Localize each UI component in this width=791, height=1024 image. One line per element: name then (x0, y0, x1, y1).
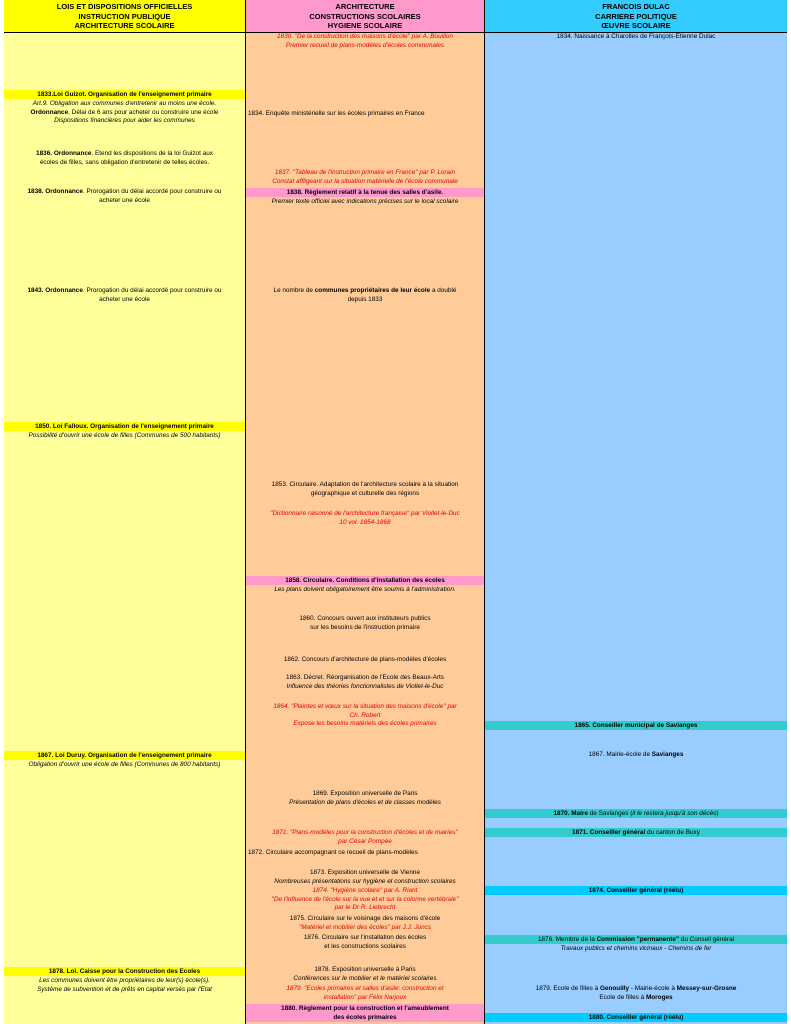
event-1843-ordonnance: 1843. Ordonnance. Prorogation du délai accordé pour construire ou acheter une école (27, 287, 222, 303)
event-1875-circulaire: 1875. Circulaire sur le voisinage des maisons d'école "Matériel et mobilier des écoles" par J.J. Juncs (289, 915, 441, 931)
event-1838-salles-asile-details: Premier texte officiel avec indications précises sur le local scolaire (271, 198, 459, 205)
event-1879-narjoux: 1879. "Ecoles primaires et salles d'asile: construction et installation" par Félix Narjoux (286, 985, 444, 1001)
event-loi-duruy: 1867. Loi Duruy. Organisation de l'enseignement primaire (4, 751, 245, 760)
event-1878-exposition: 1878. Exposition universelle à Paris Conférences sur le mobilier et le matériel scolaires (293, 966, 437, 982)
event-caisse-construction-details: Les communes doivent être propriétaires de leur(s) école(s). Système de subvention et de prêts en capital versés par l'Etat (37, 977, 212, 993)
event-1876-circulaire: 1876. Circulaire sur l'installation des écoles et les constructions scolaires (303, 934, 427, 950)
event-1876-commission: 1876. Membre de la Commission "permanente" du Conseil général (485, 935, 787, 944)
event-loi-duruy-details: Obligation d'ouvrir une école de filles (Communes de 800 habitants) (28, 761, 221, 768)
event-1864-robert: 1864. "Plaintes et vœux sur la situation des maisons d'école" par Ch. Robert Expose les besoins matériels des écoles primaires (273, 703, 457, 727)
event-1871-pompee: 1871. "Plans-modèles pour la construction d'écoles et de mairies" par César Pompée (272, 829, 458, 845)
event-1836-ordonnance: 1836. Ordonnance. Etend les dispositions de la loi Guizot aux écoles de filles, sans obligation d'entretenir de telles écoles. (36, 150, 213, 166)
header-architecture: ARCHITECTURE CONSTRUCTIONS SCOLAIRES HYGIENE SCOLAIRE (246, 0, 484, 33)
event-1880-conseiller-general: 1880. Conseiller général (réélu) (485, 1013, 787, 1022)
event-1871-conseiller-general: 1871. Conseiller général du canton de Buxy (485, 828, 787, 837)
event-1865-conseiller-municipal: 1865. Conseiller municipal de Savianges (485, 721, 787, 730)
event-loi-guizot-details: Art.9. Obligation aux communes d'entretenir au moins une école. Ordonnance. Délai de 6 ans pour acheter ou construire une école Dispositions financières pour aider les communes (30, 100, 219, 124)
header-dulac: FRANCOIS DULAC CARRIERE POLITIQUE ŒUVRE SCOLAIRE (485, 0, 787, 33)
event-1872-circulaire: 1872. Circulaire accompagnant ce recueil de plans-modèles (248, 849, 418, 856)
event-1876-commission-details: Travaux publics et chemins vicinaux - Chemins de fer (560, 945, 712, 952)
event-1869-exposition: 1869. Exposition universelle de Paris Présentation de plans d'écoles et de classes modèles (289, 790, 441, 806)
event-1834-naissance: 1834. Naissance à Charolles de François-Etienne Dulac (556, 33, 716, 40)
event-communes-proprietaires: Le nombre de communes propriétaires de leur école a doublé depuis 1833 (273, 287, 457, 303)
event-1834-enquete: 1834. Enquête ministérielle sur les écoles primaires en France (248, 110, 425, 117)
column-dulac (485, 0, 787, 1024)
event-1879-ecoles: 1879. Ecole de filles à Genouilly - Mairie-école à Messey-sur-Grosne Ecole de filles à Moroges (535, 985, 737, 1001)
event-1880-reglement: 1880. Règlement pour la construction et l'ameublement des écoles primaires (246, 1004, 484, 1022)
event-1874-hygiene: 1874. "Hygiène scolaire" par A. Riant "De l'influence de l'école sur la vue et et sur la colonne vertébrale" par le Dr R. Liebrecht (271, 887, 459, 911)
event-1858-circulaire-details: Les plans doivent obligatoirement être soumis à l'administration. (274, 586, 456, 593)
event-1862-concours: 1862. Concours d'architecture de plans-modèles d'écoles (283, 656, 447, 663)
event-1863-decret: 1863. Décret. Réorganisation de l'Ecole des Beaux-Arts Influence des théories fonctionnalistes de Viollet-le-Duc (286, 674, 444, 690)
event-1853-circulaire: 1853. Circulaire. Adaptation de l'architecture scolaire à la situation géographique et culturelle des régions (271, 481, 459, 497)
event-1858-circulaire: 1858. Circulaire. Conditions d'installation des écoles (246, 576, 484, 585)
event-caisse-construction: 1878. Loi. Caisse pour la Construction des Ecoles (4, 967, 245, 976)
event-1860-concours: 1860. Concours ouvert aux instituteurs publics sur les besoins de l'instruction primaire (299, 615, 431, 631)
event-1870-maire: 1870. Maire de Savianges (il le restera jusqu'à son décès) (485, 809, 787, 818)
event-1837-lorain: 1837. "Tableau de l'instruction primaire en France" par P. Lorain Constat affligeant sur la situation matérielle de l'école communale (272, 169, 458, 185)
column-separator (484, 0, 485, 1024)
event-1838-ordonnance: 1838. Ordonnance. Prorogation du délai accordé pour construire ou acheter une école (27, 188, 222, 204)
event-loi-falloux: 1850. Loi Falloux. Organisation de l'enseignement primaire (4, 422, 245, 431)
event-1873-vienne: 1873. Exposition universelle de Vienne Nombreuses présentations sur hygiène et construction scolaires (274, 869, 456, 885)
event-1874-conseiller-general: 1874. Conseiller général (réélu) (485, 886, 787, 895)
event-1830-bouillon: 1830. "De la construction des maisons d'école" par A. Bouillon Premier recueil de plans-modèles d'écoles communales (276, 33, 454, 49)
event-loi-falloux-details: Possibilité d'ouvrir une école de filles (Communes de 500 habitants) (28, 432, 221, 439)
header-laws: LOIS ET DISPOSITIONS OFFICIELLES INSTRUCTION PUBLIQUE ARCHITECTURE SCOLAIRE (4, 0, 245, 33)
event-loi-guizot: 1833.Loi Guizot. Organisation de l'enseignement primaire (4, 90, 245, 99)
event-1838-salles-asile: 1838. Règlement relatif à la tenue des salles d'asile. (246, 188, 484, 197)
event-viollet-le-duc: "Dictionnaire raisonné de l'architecture française" par Viollet-le-Duc 10 vol. 1854-1868 (270, 510, 460, 526)
event-1867-mairie-ecole: 1867. Mairie-école de Savianges (588, 751, 684, 758)
